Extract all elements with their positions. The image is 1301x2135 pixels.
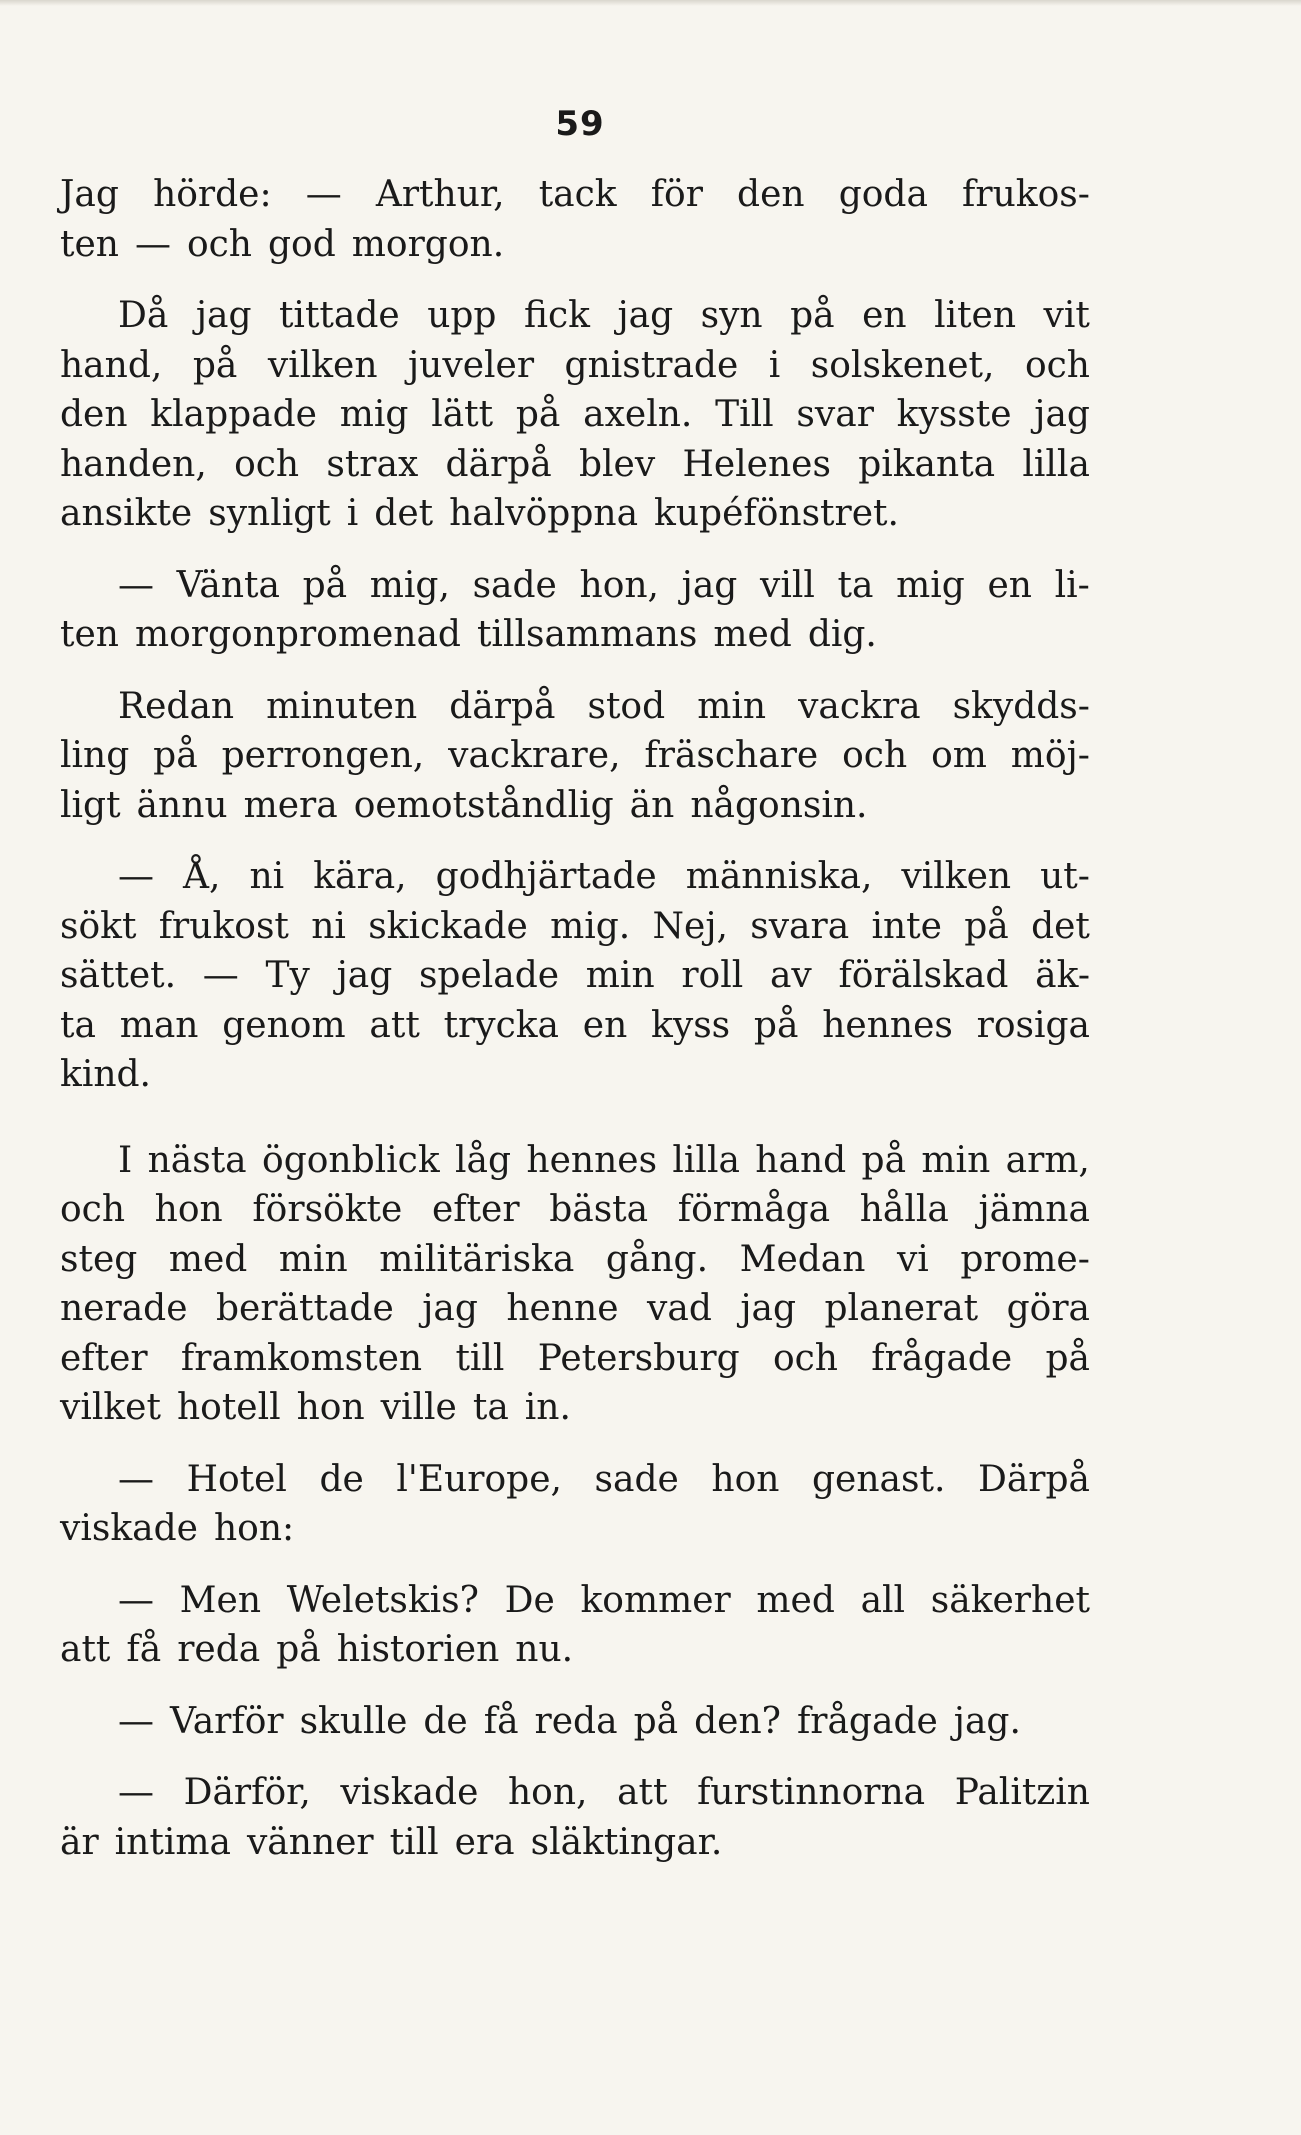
page-top-edge: [0, 0, 1301, 6]
text-line: sättet. — Ty jag spelade min roll av förälskad äk-: [60, 955, 1090, 996]
text-line: är intima vänner till era släktingar.: [60, 1821, 723, 1863]
paragraph: [60, 170, 1090, 269]
text-line: Jag hörde: — Arthur, tack för den goda frukos-: [60, 174, 1090, 215]
paragraph: [60, 852, 1090, 1100]
paragraph-gap: [60, 269, 1090, 291]
text-line: handen, och strax därpå blev Helenes pikanta lilla: [60, 443, 1090, 485]
text-line: Då jag tittade upp fick jag syn på en liten vit: [118, 295, 1090, 336]
text-line: — Hotel de l'Europe, sade hon genast. Därpå: [118, 1458, 1090, 1500]
text-line: — Vänta på mig, sade hon, jag vill ta mig en li-: [118, 564, 1090, 606]
paragraph: [60, 682, 1090, 831]
paragraph-gap: [60, 660, 1090, 682]
paragraph: [60, 1576, 1090, 1675]
text-line: ansikte synligt i det halvöppna kupéfönstret.: [60, 493, 899, 534]
text-line: efter framkomsten till Petersburg och frågade på: [60, 1337, 1090, 1379]
text-line: och hon försökte efter bästa förmåga hålla jämna: [60, 1189, 1090, 1230]
paragraph: [60, 1455, 1090, 1554]
paragraph-gap: [60, 1746, 1090, 1768]
paragraph-gap: [60, 830, 1090, 852]
text-line: vilket hotell hon ville ta in.: [60, 1387, 571, 1428]
text-line: ligt ännu mera oemotståndlig än någonsin.: [60, 784, 868, 826]
paragraph-gap: [60, 1100, 1090, 1136]
paragraph: [60, 561, 1090, 660]
paragraph-gap: [60, 1433, 1090, 1455]
paragraph-gap: [60, 539, 1090, 561]
text-line: sökt frukost ni skickade mig. Nej, svara inte på det: [60, 905, 1090, 947]
paragraph-gap: [60, 1675, 1090, 1697]
text-line: hand, på vilken juveler gnistrade i solskenet, och: [60, 344, 1090, 386]
text-line: nerade berättade jag henne vad jag planerat göra: [60, 1288, 1090, 1329]
text-line: den klappade mig lätt på axeln. Till svar kysste jag: [60, 394, 1090, 435]
text-line: — Därför, viskade hon, att furstinnorna Palitzin: [118, 1772, 1090, 1813]
text-line: ling på perrongen, vackrare, fräschare och om möj-: [60, 735, 1090, 776]
text-line: I nästa ögonblick låg hennes lilla hand på min arm,: [118, 1139, 1090, 1181]
text-line: Redan minuten därpå stod min vackra skydds-: [118, 685, 1090, 727]
paragraph-gap: [60, 1554, 1090, 1576]
text-line: — Varför skulle de få reda på den? frågade jag.: [118, 1700, 1021, 1742]
text-line: — Å, ni kära, godhjärtade människa, vilken ut-: [118, 856, 1090, 897]
paragraph: [60, 291, 1090, 539]
text-line: kind.: [60, 1054, 152, 1095]
text-line: viskade hon:: [60, 1508, 295, 1549]
text-line: ten — och god morgon.: [60, 223, 505, 265]
text-line: steg med min militäriska gång. Medan vi prome-: [60, 1238, 1090, 1280]
text-line: ten morgonpromenad tillsammans med dig.: [60, 614, 877, 655]
body-text: [60, 170, 1090, 1867]
paragraph: [60, 1136, 1090, 1433]
text-line: att få reda på historien nu.: [60, 1629, 574, 1670]
page-number: 59: [555, 104, 605, 144]
text-line: — Men Weletskis? De kommer med all säkerhet: [118, 1579, 1090, 1621]
paragraph: [60, 1768, 1090, 1867]
paragraph: [60, 1697, 1090, 1747]
text-line: ta man genom att trycka en kyss på hennes rosiga: [60, 1004, 1090, 1046]
